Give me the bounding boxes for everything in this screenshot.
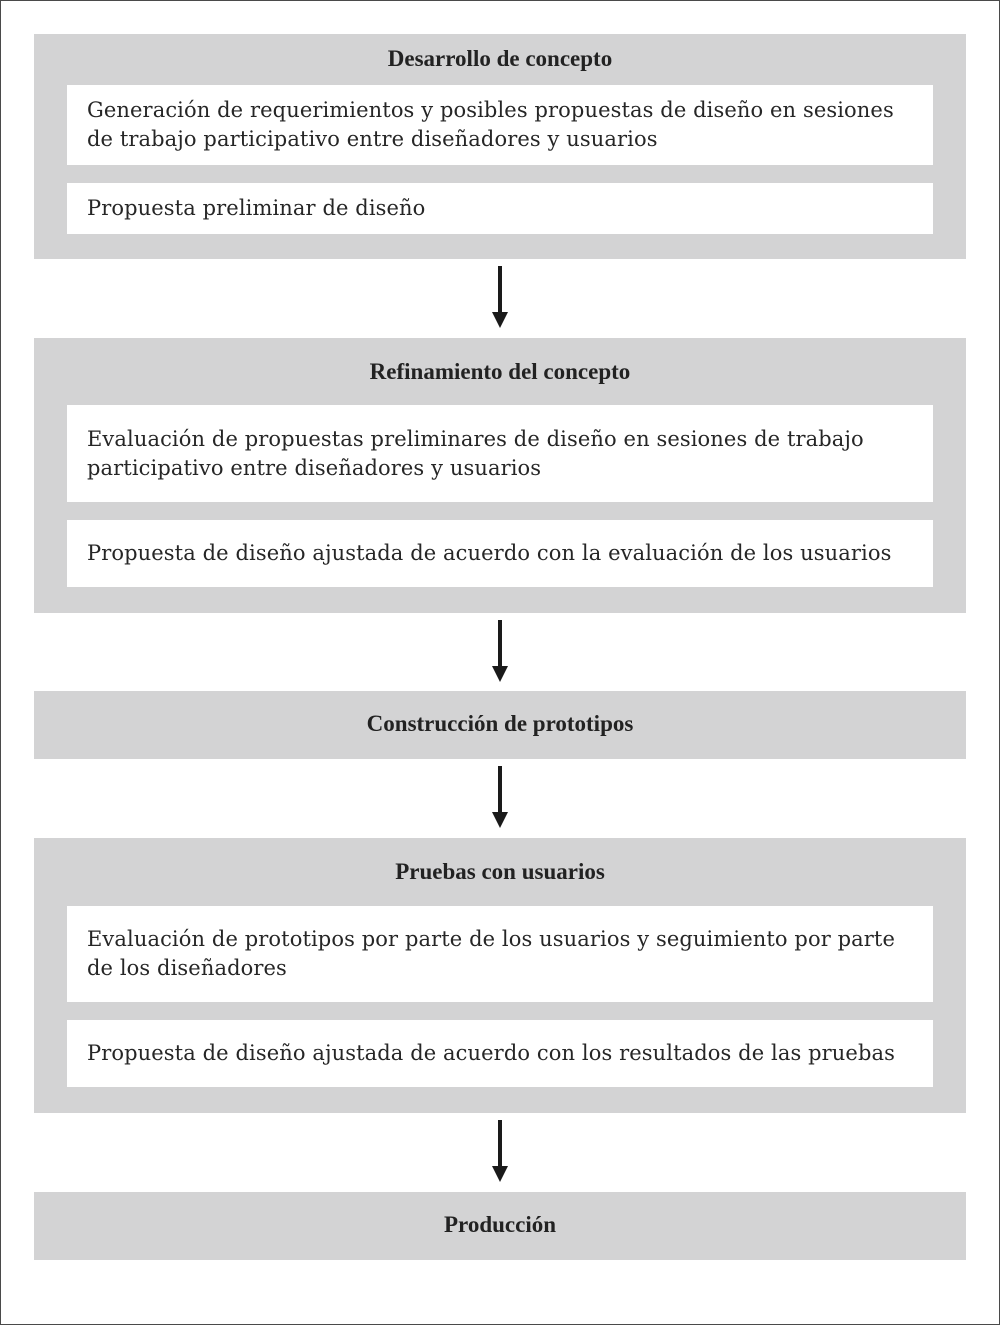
stage-item-text: Generación de requerimientos y posibles propuestas de diseño en sesiones de trabajo participativo entre diseñadores y usuarios: [87, 98, 894, 151]
stage-title: Desarrollo de concepto: [387, 46, 613, 71]
stage-title: Construcción de prototipos: [366, 711, 634, 736]
flow-arrow-down-icon: [492, 620, 508, 684]
stage-title: Pruebas con usuarios: [395, 859, 605, 884]
stage-item-text: Propuesta preliminar de diseño: [87, 196, 426, 220]
flow-arrow-down-icon: [492, 766, 508, 830]
stage-desarrollo-de-concepto: [34, 34, 966, 259]
stage-item: [67, 183, 933, 234]
stage-pruebas-con-usuarios: [34, 838, 966, 1113]
stage-construccion-de-prototipos: [34, 691, 966, 759]
stage-item: [67, 405, 933, 502]
flow-arrow-down-icon: [492, 1120, 508, 1184]
stage-item: [67, 1020, 933, 1087]
stage-produccion: [34, 1192, 966, 1260]
stage-item-text: Evaluación de propuestas preliminares de diseño en sesiones de trabajo participativo entre diseñadores y usuarios: [87, 426, 864, 480]
stage-item-text: Propuesta de diseño ajustada de acuerdo con los resultados de las pruebas: [87, 1041, 895, 1065]
flow-arrow-down-icon: [492, 266, 508, 330]
stage-item-text: Propuesta de diseño ajustada de acuerdo con la evaluación de los usuarios: [87, 541, 892, 565]
stage-title: Refinamiento del concepto: [369, 359, 631, 384]
stage-item: [67, 520, 933, 587]
stage-refinamiento-del-concepto: [34, 338, 966, 613]
stage-item: [67, 906, 933, 1002]
stage-item: [67, 85, 933, 165]
stage-title: Producción: [443, 1212, 557, 1237]
stage-item-text: Evaluación de prototipos por parte de los usuarios y seguimiento por parte de los diseñadores: [87, 927, 895, 980]
